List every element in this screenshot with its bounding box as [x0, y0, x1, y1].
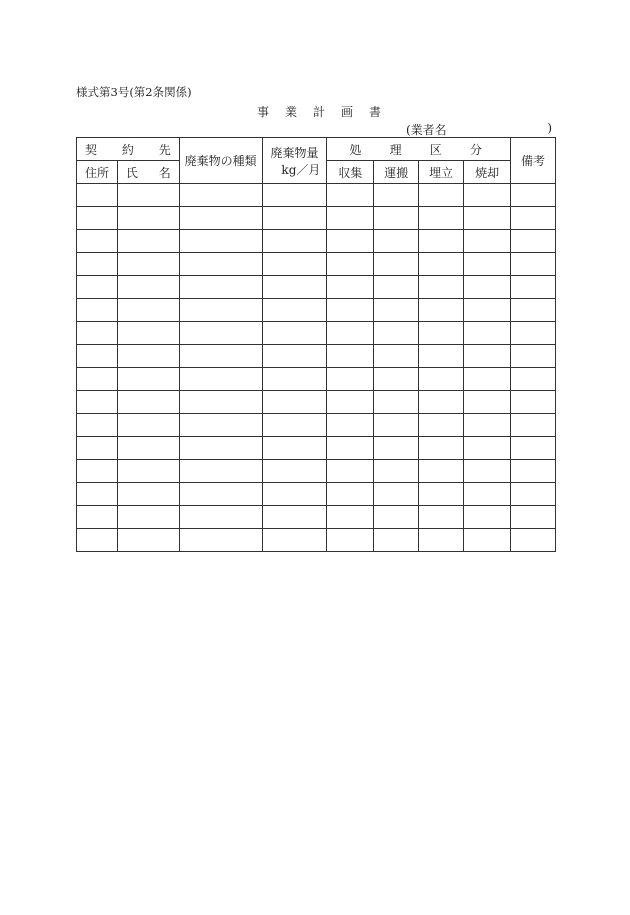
- table-cell[interactable]: [327, 460, 374, 483]
- table-cell[interactable]: [464, 345, 511, 368]
- header-char: 先: [158, 142, 171, 157]
- header-char: 処: [349, 142, 362, 157]
- waste-amount-unit: kg／月: [281, 162, 321, 177]
- table-cell[interactable]: [464, 414, 511, 437]
- table-cell[interactable]: [327, 184, 374, 207]
- table-cell[interactable]: [419, 345, 464, 368]
- table-cell[interactable]: [511, 391, 556, 414]
- title-char: 事: [256, 105, 269, 119]
- table-cell[interactable]: [117, 299, 179, 322]
- table-cell[interactable]: [511, 345, 556, 368]
- table-row: [77, 345, 556, 368]
- table-cell[interactable]: [464, 253, 511, 276]
- table-cell[interactable]: [464, 529, 511, 552]
- table-cell[interactable]: [374, 322, 419, 345]
- table-cell[interactable]: [179, 345, 262, 368]
- table-cell[interactable]: [179, 483, 262, 506]
- table-cell[interactable]: [419, 299, 464, 322]
- title-char: 画: [341, 105, 354, 119]
- table-cell[interactable]: [511, 506, 556, 529]
- table-cell[interactable]: [179, 506, 262, 529]
- table-cell[interactable]: [179, 437, 262, 460]
- table-row: [77, 391, 556, 414]
- header-collection: 収集: [327, 161, 374, 184]
- table-cell[interactable]: [117, 414, 179, 437]
- table-cell[interactable]: [262, 276, 327, 299]
- table-cell[interactable]: [327, 322, 374, 345]
- table-row: [77, 483, 556, 506]
- table-cell[interactable]: [464, 368, 511, 391]
- table-cell[interactable]: [117, 276, 179, 299]
- table-cell[interactable]: [262, 322, 327, 345]
- header-processing: [327, 138, 511, 161]
- table-row: [77, 276, 556, 299]
- table-cell[interactable]: [464, 230, 511, 253]
- table-cell[interactable]: [464, 437, 511, 460]
- table-cell[interactable]: [374, 529, 419, 552]
- table-cell[interactable]: [117, 345, 179, 368]
- table-cell[interactable]: [77, 506, 118, 529]
- header-landfill: 埋立: [419, 161, 464, 184]
- table-cell[interactable]: [117, 184, 179, 207]
- table-cell[interactable]: [374, 207, 419, 230]
- table-cell[interactable]: [511, 529, 556, 552]
- table-row: [77, 414, 556, 437]
- table-cell[interactable]: [419, 368, 464, 391]
- table-cell[interactable]: [327, 391, 374, 414]
- company-label: (業者名: [406, 123, 447, 137]
- table-cell[interactable]: [77, 230, 118, 253]
- table-cell[interactable]: [179, 460, 262, 483]
- table-cell[interactable]: [419, 230, 464, 253]
- table-cell[interactable]: [179, 391, 262, 414]
- document-title: [0, 103, 630, 120]
- table-row: [77, 437, 556, 460]
- table-cell[interactable]: [262, 368, 327, 391]
- table-cell[interactable]: [117, 207, 179, 230]
- table-cell[interactable]: [117, 483, 179, 506]
- table-cell[interactable]: [464, 184, 511, 207]
- table-cell[interactable]: [419, 184, 464, 207]
- business-plan-table: [76, 137, 556, 552]
- table-cell[interactable]: [262, 483, 327, 506]
- table-cell[interactable]: [464, 391, 511, 414]
- table-cell[interactable]: [262, 437, 327, 460]
- table-cell[interactable]: [511, 483, 556, 506]
- table-cell[interactable]: [374, 253, 419, 276]
- table-cell[interactable]: [419, 322, 464, 345]
- table-cell[interactable]: [419, 253, 464, 276]
- table-cell[interactable]: [262, 230, 327, 253]
- table-cell[interactable]: [327, 529, 374, 552]
- table-cell[interactable]: [374, 299, 419, 322]
- table-cell[interactable]: [179, 276, 262, 299]
- header-incineration: 焼却: [464, 161, 511, 184]
- table-cell[interactable]: [179, 253, 262, 276]
- table-cell[interactable]: [77, 529, 118, 552]
- table-cell[interactable]: [419, 460, 464, 483]
- table-cell[interactable]: [77, 460, 118, 483]
- table-row: [77, 253, 556, 276]
- table-row: [77, 322, 556, 345]
- table-cell[interactable]: [464, 506, 511, 529]
- table-cell[interactable]: [419, 391, 464, 414]
- table-cell[interactable]: [374, 483, 419, 506]
- table-cell[interactable]: [419, 437, 464, 460]
- table-cell[interactable]: [77, 253, 118, 276]
- title-char: 業: [284, 105, 297, 119]
- table-cell[interactable]: [464, 207, 511, 230]
- header-char: 理: [389, 142, 402, 157]
- waste-amount-label: 廃棄物量: [270, 145, 319, 160]
- table-cell[interactable]: [511, 368, 556, 391]
- table-cell[interactable]: [511, 437, 556, 460]
- table-cell[interactable]: [327, 345, 374, 368]
- table-cell[interactable]: [419, 207, 464, 230]
- table-cell[interactable]: [262, 345, 327, 368]
- table-cell[interactable]: [77, 414, 118, 437]
- table-cell[interactable]: [77, 276, 118, 299]
- table-cell[interactable]: [511, 460, 556, 483]
- table-cell[interactable]: [179, 207, 262, 230]
- table-cell[interactable]: [464, 483, 511, 506]
- table-cell[interactable]: [117, 368, 179, 391]
- table-row: [77, 506, 556, 529]
- table-cell[interactable]: [511, 184, 556, 207]
- table-cell[interactable]: [179, 414, 262, 437]
- table-cell[interactable]: [179, 529, 262, 552]
- table-row: [77, 368, 556, 391]
- table-row: [77, 207, 556, 230]
- form-number: 様式第3号(第2条関係): [76, 85, 192, 99]
- table-cell[interactable]: [77, 207, 118, 230]
- title-char: 書: [369, 105, 382, 119]
- table-cell[interactable]: [117, 506, 179, 529]
- table-cell[interactable]: [419, 506, 464, 529]
- table-cell[interactable]: [179, 299, 262, 322]
- table-cell[interactable]: [327, 276, 374, 299]
- table-cell[interactable]: [464, 299, 511, 322]
- table-cell[interactable]: [374, 230, 419, 253]
- header-char: 約: [121, 142, 134, 157]
- header-remarks: 備考: [511, 138, 556, 184]
- table-cell[interactable]: [77, 437, 118, 460]
- header-waste-type: 廃棄物の種類: [179, 138, 262, 184]
- table-cell[interactable]: [117, 437, 179, 460]
- header-contract: [77, 138, 180, 161]
- table-cell[interactable]: [464, 322, 511, 345]
- table-cell[interactable]: [262, 460, 327, 483]
- header-name: [117, 161, 179, 184]
- table-cell[interactable]: [262, 414, 327, 437]
- header-waste-amount: [262, 138, 327, 184]
- table-cell[interactable]: [179, 184, 262, 207]
- table-cell[interactable]: [327, 414, 374, 437]
- company-close-paren: ): [547, 121, 552, 135]
- table-cell[interactable]: [77, 184, 118, 207]
- table-cell[interactable]: [117, 322, 179, 345]
- table-cell[interactable]: [327, 483, 374, 506]
- table-cell[interactable]: [511, 276, 556, 299]
- table-cell[interactable]: [374, 368, 419, 391]
- table-cell[interactable]: [327, 437, 374, 460]
- table-cell[interactable]: [262, 207, 327, 230]
- table-cell[interactable]: [374, 460, 419, 483]
- table-cell[interactable]: [327, 207, 374, 230]
- table-cell[interactable]: [511, 230, 556, 253]
- table-cell[interactable]: [117, 253, 179, 276]
- table-cell[interactable]: [179, 322, 262, 345]
- table-cell[interactable]: [374, 184, 419, 207]
- table-cell[interactable]: [419, 483, 464, 506]
- table-cell[interactable]: [77, 483, 118, 506]
- table-cell[interactable]: [419, 529, 464, 552]
- table-cell[interactable]: [262, 184, 327, 207]
- table-cell[interactable]: [117, 460, 179, 483]
- table-cell[interactable]: [511, 299, 556, 322]
- table-cell[interactable]: [77, 368, 118, 391]
- header-char: 分: [470, 142, 483, 157]
- table-cell[interactable]: [179, 230, 262, 253]
- table-cell[interactable]: [262, 391, 327, 414]
- table-cell[interactable]: [327, 506, 374, 529]
- table-row: [77, 299, 556, 322]
- table-cell[interactable]: [374, 391, 419, 414]
- table-cell[interactable]: [117, 529, 179, 552]
- title-char: 計: [312, 105, 325, 119]
- table-cell[interactable]: [77, 391, 118, 414]
- table-cell[interactable]: [262, 529, 327, 552]
- table-cell[interactable]: [77, 299, 118, 322]
- header-char: 氏: [125, 165, 138, 180]
- table-cell[interactable]: [374, 276, 419, 299]
- table-row: [77, 184, 556, 207]
- table-cell[interactable]: [464, 276, 511, 299]
- table-cell[interactable]: [327, 253, 374, 276]
- table-cell[interactable]: [77, 345, 118, 368]
- table-cell[interactable]: [262, 253, 327, 276]
- table-row: [77, 529, 556, 552]
- table-cell[interactable]: [511, 414, 556, 437]
- table-cell[interactable]: [117, 391, 179, 414]
- table-row: [77, 230, 556, 253]
- table-cell[interactable]: [374, 414, 419, 437]
- company-name-field[interactable]: [406, 121, 552, 138]
- header-char: 名: [158, 165, 171, 180]
- table-cell[interactable]: [77, 322, 118, 345]
- table-cell[interactable]: [374, 437, 419, 460]
- table-cell[interactable]: [419, 414, 464, 437]
- table-cell[interactable]: [179, 368, 262, 391]
- table-cell[interactable]: [511, 253, 556, 276]
- table-cell[interactable]: [117, 230, 179, 253]
- table-cell[interactable]: [374, 506, 419, 529]
- table-row: [77, 460, 556, 483]
- table-cell[interactable]: [327, 230, 374, 253]
- header-char: 契: [85, 142, 98, 157]
- table-cell[interactable]: [262, 299, 327, 322]
- header-transport: 運搬: [374, 161, 419, 184]
- table-cell[interactable]: [374, 345, 419, 368]
- table-cell[interactable]: [262, 506, 327, 529]
- table-cell[interactable]: [511, 322, 556, 345]
- table-cell[interactable]: [327, 299, 374, 322]
- table-cell[interactable]: [464, 460, 511, 483]
- table-cell[interactable]: [419, 276, 464, 299]
- header-char: 区: [429, 142, 442, 157]
- header-address: 住所: [77, 161, 118, 184]
- table-cell[interactable]: [511, 207, 556, 230]
- table-cell[interactable]: [327, 368, 374, 391]
